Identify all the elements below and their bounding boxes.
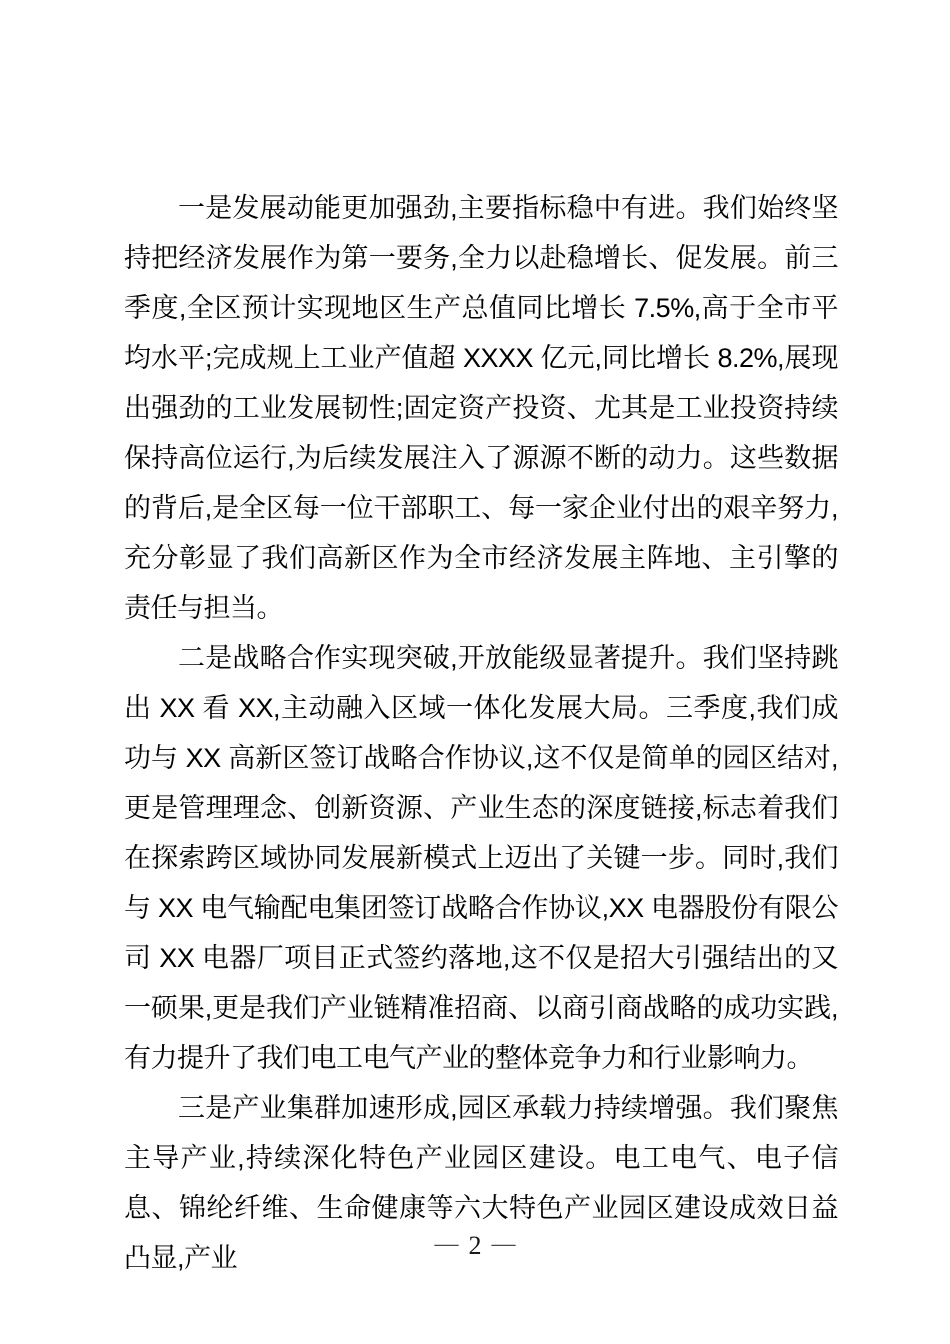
paragraph-strategic-cooperation: 二是战略合作实现突破,开放能级显著提升。我们坚持跳出 XX 看 XX,主动融入区域一体化发展大局。三季度,我们成功与 XX 高新区签订战略合作协议,这不仅是简单的园区结对,更是管理理念、创新资源、产业生态的深度链接,标志着我们在探索跨区域协同发展新模式上迈出了关键一步。同时,我们与 XX 电气输配电集团签订战略合作协议,XX 电器股份有限公司 XX 电器厂项目正式签约落地,这不仅是招大引强结出的又一硕果,更是我们产业链精准招商、以商引商战略的成功实践,有力提升了我们电工电气产业的整体竞争力和行业影响力。	[124, 643, 838, 1073]
document-body	[124, 183, 838, 1283]
paragraph-development-momentum: 一是发展动能更加强劲,主要指标稳中有进。我们始终坚持把经济发展作为第一要务,全力以赴稳增长、促发展。前三季度,全区预计实现地区生产总值同比增长 7.5%,高于全市平均水平;完成规上工业产值超 XXXX 亿元,同比增长 8.2%,展现出强劲的工业发展韧性;固定资产投资、尤其是工业投资持续保持高位运行,为后续发展注入了源源不断的动力。这些数据的背后,是全区每一位干部职工、每一家企业付出的艰辛努力,充分彰显了我们高新区作为全市经济发展主阵地、主引擎的责任与担当。	[124, 193, 838, 623]
page-footer	[0, 1231, 950, 1262]
page-number: 2	[468, 1231, 482, 1260]
footer-right-dash: —	[491, 1231, 516, 1257]
footer-left-dash: —	[434, 1231, 459, 1257]
paragraph-industrial-cluster: 三是产业集群加速形成,园区承载力持续增强。我们聚焦主导产业,持续深化特色产业园区建设。电工电气、电子信息、锦纶纤维、生命健康等六大特色产业园区建设成效日益凸显,产业	[124, 1093, 838, 1273]
